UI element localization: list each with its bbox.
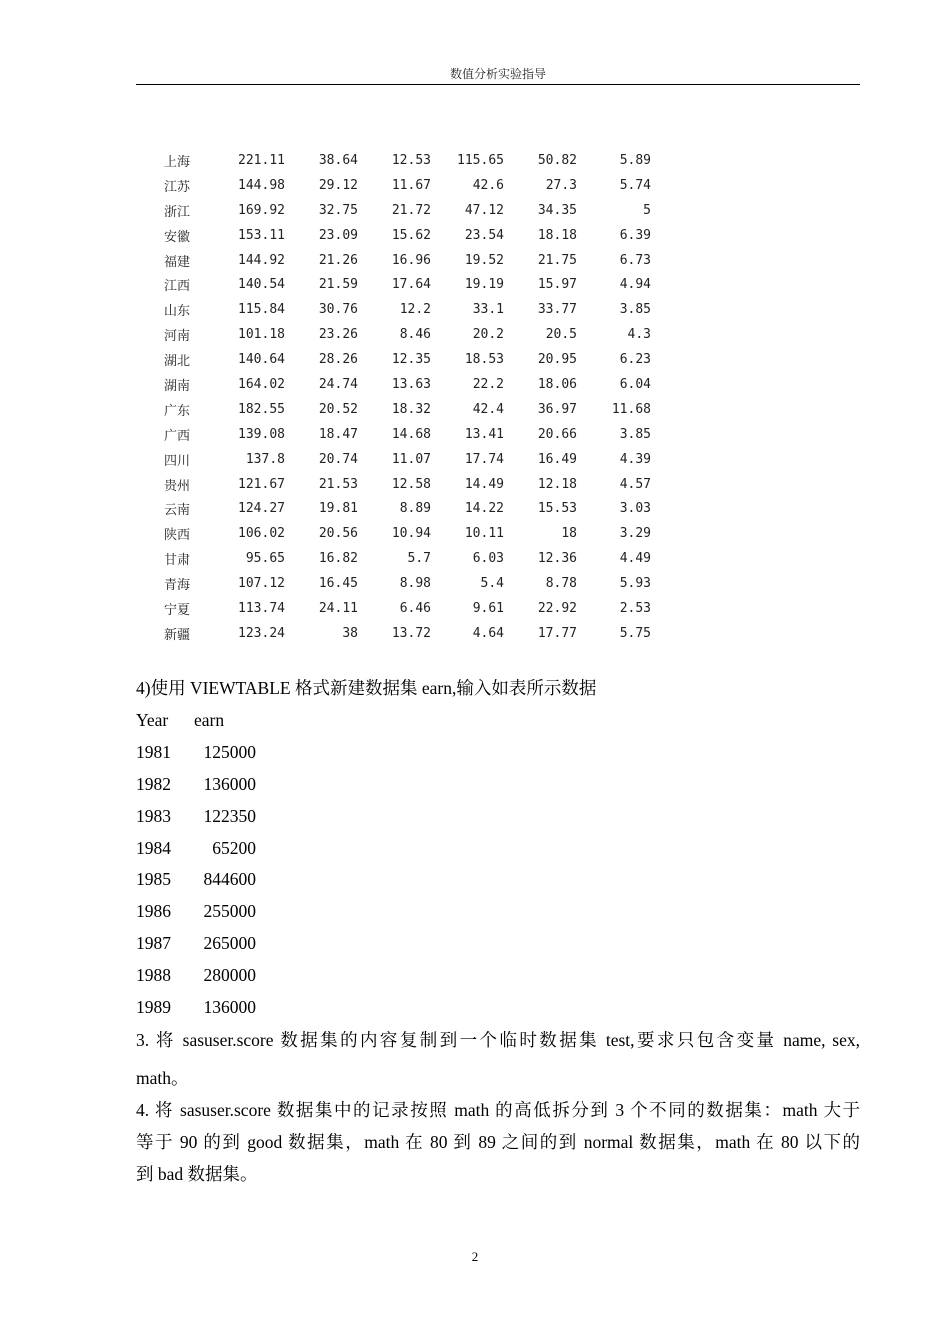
- value-cell: 16.45: [318, 576, 358, 592]
- value-cell: 8.98: [399, 576, 431, 592]
- province-name-cell: 山东: [164, 304, 191, 320]
- earn-row: [136, 772, 256, 804]
- value-cell: 24.11: [318, 600, 358, 616]
- value-cell: 36.97: [537, 401, 577, 417]
- table-row: [155, 496, 651, 521]
- value-cell: 21.59: [318, 277, 358, 293]
- value-cell: 14.68: [391, 426, 431, 442]
- province-name-cell: 湖北: [164, 354, 191, 370]
- value-cell: 13.63: [391, 376, 431, 392]
- value-cell: 20.95: [537, 352, 577, 368]
- value-cell: 221.11: [238, 152, 285, 168]
- earn-value-cell: 255000: [203, 901, 256, 922]
- province-name-cell: 广西: [164, 428, 191, 444]
- value-cell: 15.62: [391, 227, 431, 243]
- table-row: [155, 297, 651, 322]
- earn-year-cell: 1986: [136, 901, 171, 922]
- value-cell: 4.49: [619, 551, 651, 567]
- earn-row: [136, 740, 256, 772]
- value-cell: 12.35: [391, 352, 431, 368]
- earn-value-cell: 122350: [203, 805, 256, 826]
- province-name-cell: 云南: [164, 503, 191, 519]
- exercise-4-line-3: 到 bad 数据集。: [136, 1164, 258, 1184]
- value-cell: 20.2: [472, 327, 504, 343]
- value-cell: 182.55: [238, 401, 285, 417]
- value-cell: 14.22: [464, 501, 504, 517]
- earn-row: [136, 899, 256, 931]
- value-cell: 13.72: [391, 625, 431, 641]
- page-number: 2: [471, 1249, 479, 1264]
- province-name-cell: 上海: [164, 154, 191, 170]
- table-row: [155, 422, 651, 447]
- province-name-cell: 江西: [164, 279, 191, 295]
- table-row: [155, 397, 651, 422]
- value-cell: 20.66: [537, 426, 577, 442]
- value-cell: 21.72: [391, 202, 431, 218]
- value-cell: 12.2: [399, 302, 431, 318]
- value-cell: 13.41: [464, 426, 504, 442]
- table-row: [155, 198, 651, 223]
- value-cell: 6.04: [619, 376, 651, 392]
- value-cell: 144.92: [238, 252, 285, 268]
- province-data-table: [155, 148, 651, 646]
- value-cell: 10.94: [391, 526, 431, 542]
- value-cell: 6.39: [619, 227, 651, 243]
- value-cell: 169.92: [238, 202, 285, 218]
- table-row: [155, 223, 651, 248]
- value-cell: 106.02: [238, 526, 285, 542]
- value-cell: 4.57: [619, 476, 651, 492]
- value-cell: 21.75: [537, 252, 577, 268]
- value-cell: 18: [561, 526, 577, 542]
- value-cell: 5.4: [480, 576, 504, 592]
- value-cell: 8.46: [399, 327, 431, 343]
- value-cell: 123.24: [238, 625, 285, 641]
- value-cell: 6.03: [472, 551, 504, 567]
- earn-row: [136, 995, 256, 1027]
- value-cell: 33.1: [472, 302, 504, 318]
- value-cell: 107.12: [238, 576, 285, 592]
- exercise-3-line-1: 3. 将 sasuser.score 数据集的内容复制到一个临时数据集 test,要求只包含变量 name, sex,: [136, 1030, 860, 1050]
- value-cell: 139.08: [238, 426, 285, 442]
- value-cell: 12.53: [391, 152, 431, 168]
- value-cell: 5: [643, 202, 651, 218]
- value-cell: 8.89: [399, 501, 431, 517]
- value-cell: 27.3: [545, 177, 577, 193]
- value-cell: 47.12: [464, 202, 504, 218]
- value-cell: 38: [342, 625, 358, 641]
- exercise-4-line-1: 4. 将 sasuser.score 数据集中的记录按照 math 的高低拆分到 3 个不同的数据集：math 大于: [136, 1100, 860, 1120]
- earn-value-cell: 265000: [203, 933, 256, 954]
- value-cell: 32.75: [318, 202, 358, 218]
- value-cell: 3.85: [619, 302, 651, 318]
- province-name-cell: 安徽: [164, 229, 191, 245]
- value-cell: 5.93: [619, 576, 651, 592]
- value-cell: 4.94: [619, 277, 651, 293]
- value-cell: 144.98: [238, 177, 285, 193]
- value-cell: 42.6: [472, 177, 504, 193]
- header-rule: [136, 84, 860, 85]
- value-cell: 124.27: [238, 501, 285, 517]
- province-name-cell: 青海: [164, 578, 191, 594]
- value-cell: 23.54: [464, 227, 504, 243]
- value-cell: 6.73: [619, 252, 651, 268]
- value-cell: 2.53: [619, 600, 651, 616]
- exercise-4: [136, 1098, 860, 1186]
- earn-row: [136, 804, 256, 836]
- table-row: [155, 521, 651, 546]
- province-name-cell: 四川: [164, 453, 191, 469]
- value-cell: 6.46: [399, 600, 431, 616]
- value-cell: 3.29: [619, 526, 651, 542]
- value-cell: 33.77: [537, 302, 577, 318]
- province-name-cell: 陕西: [164, 528, 191, 544]
- value-cell: 5.75: [619, 625, 651, 641]
- value-cell: 28.26: [318, 352, 358, 368]
- value-cell: 17.77: [537, 625, 577, 641]
- value-cell: 18.47: [318, 426, 358, 442]
- value-cell: 19.52: [464, 252, 504, 268]
- value-cell: 95.65: [245, 551, 285, 567]
- value-cell: 15.53: [537, 501, 577, 517]
- value-cell: 16.49: [537, 451, 577, 467]
- value-cell: 164.02: [238, 376, 285, 392]
- value-cell: 17.74: [464, 451, 504, 467]
- value-cell: 30.76: [318, 302, 358, 318]
- value-cell: 19.19: [464, 277, 504, 293]
- province-name-cell: 宁夏: [164, 602, 191, 618]
- earn-year-cell: 1985: [136, 869, 171, 890]
- table-row: [155, 347, 651, 372]
- value-cell: 20.52: [318, 401, 358, 417]
- earn-value-cell: 136000: [203, 997, 256, 1018]
- earn-row: [136, 931, 256, 963]
- value-cell: 23.09: [318, 227, 358, 243]
- earn-header-earn: earn: [194, 710, 225, 730]
- earn-value-cell: 280000: [203, 965, 256, 986]
- province-name-cell: 新疆: [164, 627, 191, 643]
- value-cell: 29.12: [318, 177, 358, 193]
- table-row: [155, 472, 651, 497]
- value-cell: 38.64: [318, 152, 358, 168]
- value-cell: 14.49: [464, 476, 504, 492]
- earn-year-cell: 1984: [136, 837, 171, 858]
- value-cell: 22.92: [537, 600, 577, 616]
- table-row: [155, 322, 651, 347]
- earn-value-cell: 136000: [203, 773, 256, 794]
- value-cell: 11.68: [611, 401, 651, 417]
- earn-value-cell: 65200: [212, 837, 256, 858]
- value-cell: 20.56: [318, 526, 358, 542]
- value-cell: 5.89: [619, 152, 651, 168]
- value-cell: 140.54: [238, 277, 285, 293]
- value-cell: 16.82: [318, 551, 358, 567]
- value-cell: 153.11: [238, 227, 285, 243]
- value-cell: 11.67: [391, 177, 431, 193]
- earn-row: [136, 867, 256, 899]
- table-row: [155, 272, 651, 297]
- earn-table: [136, 708, 256, 1027]
- value-cell: 18.18: [537, 227, 577, 243]
- earn-year-cell: 1981: [136, 741, 171, 762]
- value-cell: 3.85: [619, 426, 651, 442]
- value-cell: 20.74: [318, 451, 358, 467]
- value-cell: 24.74: [318, 376, 358, 392]
- value-cell: 121.67: [238, 476, 285, 492]
- table-row: [155, 571, 651, 596]
- value-cell: 115.84: [238, 302, 285, 318]
- value-cell: 115.65: [457, 152, 504, 168]
- value-cell: 4.64: [472, 625, 504, 641]
- province-name-cell: 湖南: [164, 378, 191, 394]
- value-cell: 18.53: [464, 352, 504, 368]
- table-row: [155, 447, 651, 472]
- earn-row: [136, 836, 256, 868]
- value-cell: 21.26: [318, 252, 358, 268]
- province-name-cell: 河南: [164, 329, 191, 345]
- value-cell: 4.3: [627, 327, 651, 343]
- table-row: [155, 372, 651, 397]
- table-row: [155, 248, 651, 273]
- value-cell: 10.11: [464, 526, 504, 542]
- province-name-cell: 福建: [164, 254, 191, 270]
- earn-header-year: Year: [136, 710, 169, 730]
- value-cell: 34.35: [537, 202, 577, 218]
- value-cell: 19.81: [318, 501, 358, 517]
- value-cell: 42.4: [472, 401, 504, 417]
- value-cell: 140.64: [238, 352, 285, 368]
- table-row: [155, 173, 651, 198]
- earn-year-cell: 1983: [136, 805, 171, 826]
- value-cell: 3.03: [619, 501, 651, 517]
- earn-value-cell: 125000: [203, 741, 256, 762]
- value-cell: 50.82: [537, 152, 577, 168]
- value-cell: 12.36: [537, 551, 577, 567]
- exercise-3-line-2: math。: [136, 1068, 189, 1088]
- value-cell: 101.18: [238, 327, 285, 343]
- earn-table-header: [136, 708, 256, 740]
- section-4-instruction: 4)使用 VIEWTABLE 格式新建数据集 earn,输入如表所示数据: [136, 678, 597, 698]
- value-cell: 22.2: [472, 376, 504, 392]
- value-cell: 21.53: [318, 476, 358, 492]
- value-cell: 12.58: [391, 476, 431, 492]
- value-cell: 8.78: [545, 576, 577, 592]
- province-name-cell: 江苏: [164, 179, 191, 195]
- value-cell: 15.97: [537, 277, 577, 293]
- value-cell: 5.74: [619, 177, 651, 193]
- earn-value-cell: 844600: [203, 869, 256, 890]
- table-row: [155, 148, 651, 173]
- value-cell: 4.39: [619, 451, 651, 467]
- value-cell: 18.32: [391, 401, 431, 417]
- earn-year-cell: 1988: [136, 965, 171, 986]
- value-cell: 20.5: [545, 327, 577, 343]
- value-cell: 6.23: [619, 352, 651, 368]
- earn-year-cell: 1989: [136, 997, 171, 1018]
- value-cell: 18.06: [537, 376, 577, 392]
- province-name-cell: 浙江: [164, 204, 191, 220]
- value-cell: 23.26: [318, 327, 358, 343]
- value-cell: 12.18: [537, 476, 577, 492]
- exercise-3: [136, 1028, 860, 1090]
- page-header-title: 数值分析实验指导: [449, 67, 546, 81]
- table-row: [155, 546, 651, 571]
- province-name-cell: 贵州: [164, 478, 191, 494]
- value-cell: 9.61: [472, 600, 504, 616]
- value-cell: 137.8: [245, 451, 285, 467]
- table-row: [155, 621, 651, 646]
- value-cell: 16.96: [391, 252, 431, 268]
- value-cell: 5.7: [407, 551, 431, 567]
- value-cell: 11.07: [391, 451, 431, 467]
- province-name-cell: 广东: [164, 403, 191, 419]
- earn-year-cell: 1987: [136, 933, 171, 954]
- earn-year-cell: 1982: [136, 773, 171, 794]
- province-name-cell: 甘肃: [164, 553, 191, 569]
- value-cell: 113.74: [238, 600, 285, 616]
- earn-row: [136, 963, 256, 995]
- value-cell: 17.64: [391, 277, 431, 293]
- exercise-4-line-2: 等于 90 的到 good 数据集，math 在 80 到 89 之间的到 normal 数据集，math 在 80 以下的: [136, 1132, 860, 1152]
- table-row: [155, 596, 651, 621]
